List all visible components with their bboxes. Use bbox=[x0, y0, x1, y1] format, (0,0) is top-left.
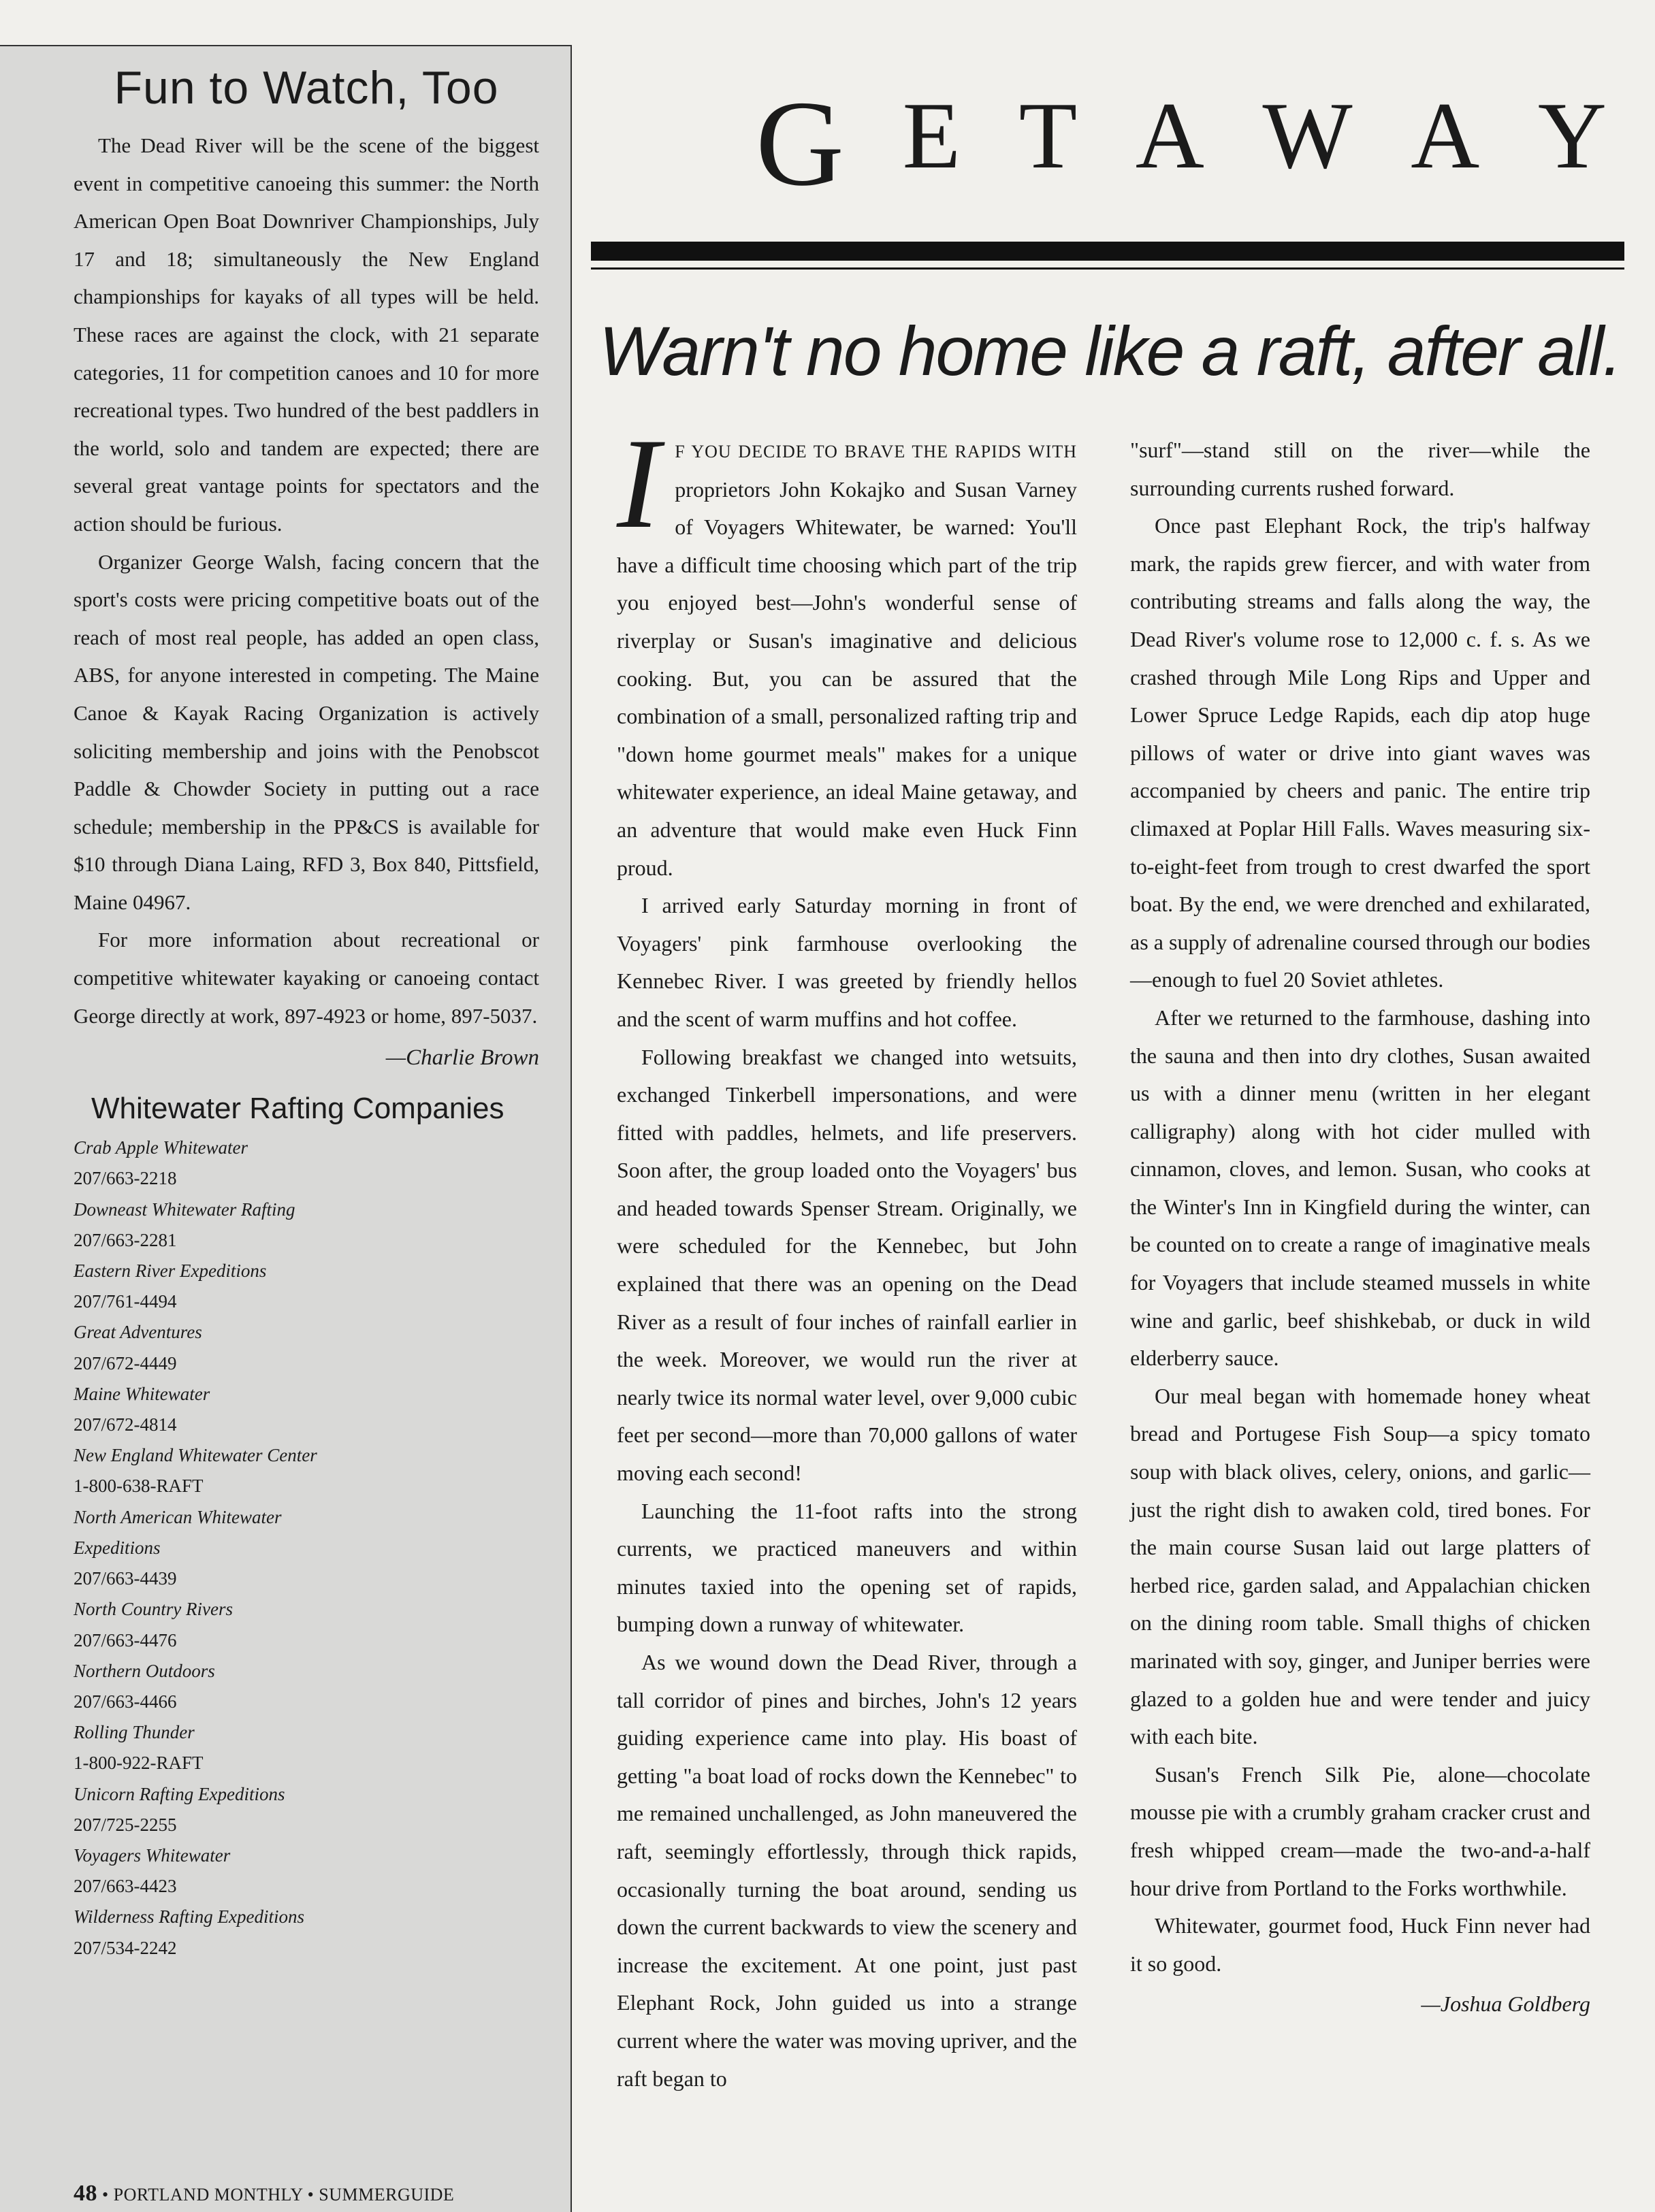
sidebar-paragraph: The Dead River will be the scene of the biggest event in competitive canoeing this summer: the North American Open Boat Downriver Championships, July 17 and 18; simultaneously the New England championships for kayaks of all types will be held. These races are against the clock, with 21 separate categories, 11 for competition canoes and 10 for more recreational types. Two hundred of the best paddlers in the world, solo and tandem are expected; there are several great vantage points for spectators and the action should be furious. bbox=[74, 133, 539, 536]
article-paragraph: Launching the 11-foot rafts into the strong currents, we practiced maneuvers and within minutes taxied into the opening set of rapids, bumping down a runway of whitewater. bbox=[617, 1498, 1077, 1637]
company-item bbox=[74, 1317, 539, 1378]
publication-name: PORTLAND MONTHLY bbox=[113, 2185, 303, 2205]
company-name: Voyagers Whitewater bbox=[74, 1844, 231, 1866]
company-phone: 207/663-4423 bbox=[74, 1876, 177, 1897]
page-number: 48 bbox=[74, 2181, 97, 2206]
company-name: North Country Rivers bbox=[74, 1599, 233, 1620]
section-letter: T bbox=[1018, 83, 1078, 189]
bullet-separator: • bbox=[102, 2185, 109, 2205]
section-letter: G bbox=[756, 76, 844, 211]
company-phone: 207/672-4449 bbox=[74, 1352, 177, 1373]
article-paragraph: I arrived early Saturday morning in front of Voyagers' pink farmhouse overlooking the Kennebec River. I was greeted by friendly hellos and the scent of warm muffins and hot coffee. bbox=[617, 893, 1077, 1031]
sidebar-paragraph: For more information about recreational or competitive whitewater kayaking or canoeing contact George directly at work, 897-4923 or home, 897-5037. bbox=[74, 928, 539, 1028]
company-item bbox=[74, 1717, 539, 1778]
sidebar-signature: —Charlie Brown bbox=[385, 1045, 539, 1071]
issue-name: SUMMERGUIDE bbox=[319, 2185, 455, 2205]
section-letter: A bbox=[1411, 83, 1480, 189]
sidebar-content bbox=[74, 61, 539, 1964]
lead-text: proprietors John Kokajko and Susan Varney of Voyagers Whitewater, be warned: You'll have a difficult time choosing which part of the trip you enjoyed best—John's wonderful sense of riverplay or Susan's imaginative and delicious cooking. But, you can be assured that the combination of a small, personalized rafting trip and "down home gourmet meals" makes for a unique whitewater experience, an ideal Maine getaway, and an adventure that would make even Huck Finn proud. bbox=[617, 476, 1077, 880]
article-paragraph-continued: "surf"—stand still on the river—while the surrounding currents rushed forward. bbox=[1130, 438, 1590, 500]
drop-cap: I bbox=[617, 412, 660, 555]
company-name: New England Whitewater Center bbox=[74, 1445, 317, 1466]
company-item bbox=[74, 1594, 539, 1655]
article-paragraph: Following breakfast we changed into wetsuits, exchanged Tinkerbell impersonations, and were fitted with paddles, helmets, and life preservers. Soon after, the group loaded onto the Voyagers' bus and headed towards Spenser Stream. Originally, we were scheduled for the Kennebec, but John explained that there was an opening on the Dead River as a result of four inches of rainfall earlier in the week. Moreover, we would run the river at nearly twice its normal water level, over 9,000 cubic feet per second—more than 70,000 gallons of water moving each second! bbox=[617, 1044, 1077, 1486]
bullet-separator: • bbox=[307, 2185, 315, 2205]
section-letter: Y bbox=[1537, 83, 1607, 189]
sidebar-box bbox=[0, 45, 572, 2212]
companies-title: Whitewater Rafting Companies bbox=[91, 1092, 504, 1126]
company-phone: 207/663-2218 bbox=[74, 1168, 177, 1189]
article-paragraph: As we wound down the Dead River, through a tall corridor of pines and birches, John's 12 years guiding experience came into play. His boast of getting "a boat load of rocks down the Kennebec" to me remained unchallenged, as John maneuvered the raft, seemingly effortlessly, through thick rapids, occasionally turning the boat around, sending us down the current backwards to view the scenery and increase the excitement. At one point, just past Elephant Rock, John guided us into a strange current where the water was moving upriver, and the raft began to bbox=[617, 1650, 1077, 2091]
article-lead-paragraph bbox=[617, 412, 1077, 887]
company-name: Unicorn Rafting Expeditions bbox=[74, 1783, 285, 1804]
company-phone: 207/663-4466 bbox=[74, 1691, 177, 1712]
sidebar-paragraph: Organizer George Walsh, facing concern that the sport's costs were pricing competitive boats out of the reach of most real people, has added an open class, ABS, for anyone interested in competing. The Maine Canoe & Kayak Racing Organization is actively soliciting membership and joins with the Penobscot Paddle & Chowder Society in putting out a race schedule; membership in the PP&CS is available for $10 through Diana Laing, RFD 3, Box 840, Pittsfield, Maine 04967. bbox=[74, 549, 539, 914]
section-letter: W bbox=[1262, 83, 1353, 189]
company-name: North American Whitewater Expeditions bbox=[74, 1506, 282, 1558]
article-paragraph: Our meal began with homemade honey wheat bread and Portugese Fish Soup—a spicy tomato soup with black olives, celery, onions, and garlic—just the right dish to awaken cold, tired bones. For the main course Susan laid out large platters of herbed rice, garden salad, and Appalachian chicken on the dining room table. Small thighs of chicken marinated with soy, ginger, and Juniper berries were glazed to a golden hue and were tender and juicy with each bite. bbox=[1130, 1383, 1590, 1749]
company-item bbox=[74, 1840, 539, 1902]
company-item bbox=[74, 1379, 539, 1440]
article-column-1 bbox=[617, 412, 1077, 2098]
company-item bbox=[74, 1502, 539, 1595]
company-name: Northern Outdoors bbox=[74, 1660, 215, 1681]
company-phone: 207/663-2281 bbox=[74, 1229, 177, 1250]
company-phone: 207/761-4494 bbox=[74, 1291, 177, 1312]
companies-list bbox=[74, 1133, 539, 1963]
section-letter: A bbox=[1135, 83, 1204, 189]
company-item bbox=[74, 1194, 539, 1256]
company-name: Maine Whitewater bbox=[74, 1383, 210, 1404]
company-name: Eastern River Expeditions bbox=[74, 1260, 267, 1282]
article-paragraph: After we returned to the farmhouse, dashing into the sauna and then into dry clothes, Susan awaited us with a dinner menu (written in her elegant calligraphy) along with hot cider mulled with cinnamon, cloves, and lemon. Susan, who cooks at the Winter's Inn in Kingfield during the winter, can be counted on to create a range of imaginative meals for Voyagers that include steamed mussels in white wine and garlic, beef shishkebab, or duck in wild elderberry sauce. bbox=[1130, 1005, 1590, 1371]
section-heading bbox=[756, 76, 1607, 211]
company-phone: 207/672-4814 bbox=[74, 1414, 177, 1435]
company-phone: 1-800-922-RAFT bbox=[74, 1753, 204, 1774]
article-signature: —Joshua Goldberg bbox=[1421, 1991, 1590, 2017]
article-paragraph: Once past Elephant Rock, the trip's halfway mark, the rapids grew fiercer, and with water from contributing streams and falls along the way, the Dead River's volume rose to 12,000 c. f. s. As we crashed through Mile Long Rips and Upper and Lower Spruce Ledge Rapids, each dip atop huge pillows of water or drive into giant waves was accompanied by cheers and panic. The entire trip climaxed at Poplar Hill Falls. Waves measuring six-to-eight-feet from trough to crest dwarfed the sport boat. By the end, we were drenched and exhilarated, as a supply of adrenaline coursed through our bodies—enough to fuel 20 Soviet athletes. bbox=[1130, 513, 1590, 992]
article-paragraph: Susan's French Silk Pie, alone—chocolate mousse pie with a crumbly graham cracker crust and fresh whipped cream—made the two-and-a-half hour drive from Portland to the Forks worthwhile. bbox=[1130, 1761, 1590, 1900]
article-column-2 bbox=[1130, 432, 1590, 2023]
company-phone: 207/725-2255 bbox=[74, 1814, 177, 1835]
company-name: Crab Apple Whitewater bbox=[74, 1137, 248, 1158]
section-letter: E bbox=[902, 83, 961, 189]
company-item bbox=[74, 1902, 539, 1963]
article-paragraph: Whitewater, gourmet food, Huck Finn never had it so good. bbox=[1130, 1913, 1590, 1976]
heading-rule-thin bbox=[591, 267, 1624, 270]
company-name: Wilderness Rafting Expeditions bbox=[74, 1906, 304, 1928]
company-name: Great Adventures bbox=[74, 1322, 202, 1343]
heading-rule-thick bbox=[591, 242, 1624, 261]
article-headline: Warn't no home like a raft, after all. bbox=[599, 312, 1621, 390]
company-item bbox=[74, 1779, 539, 1840]
lead-smallcaps: F YOU DECIDE TO BRAVE THE RAPIDS WITH bbox=[675, 442, 1077, 461]
company-name: Rolling Thunder bbox=[74, 1722, 195, 1743]
company-item bbox=[74, 1440, 539, 1501]
company-phone: 1-800-638-RAFT bbox=[74, 1476, 204, 1497]
page-footer bbox=[74, 2181, 454, 2207]
company-item bbox=[74, 1256, 539, 1317]
company-name: Downeast Whitewater Rafting bbox=[74, 1199, 295, 1220]
company-phone: 207/663-4439 bbox=[74, 1568, 177, 1589]
company-phone: 207/534-2242 bbox=[74, 1937, 177, 1958]
company-item bbox=[74, 1133, 539, 1194]
company-phone: 207/663-4476 bbox=[74, 1629, 177, 1650]
sidebar-title: Fun to Watch, Too bbox=[114, 62, 499, 114]
company-item bbox=[74, 1656, 539, 1717]
